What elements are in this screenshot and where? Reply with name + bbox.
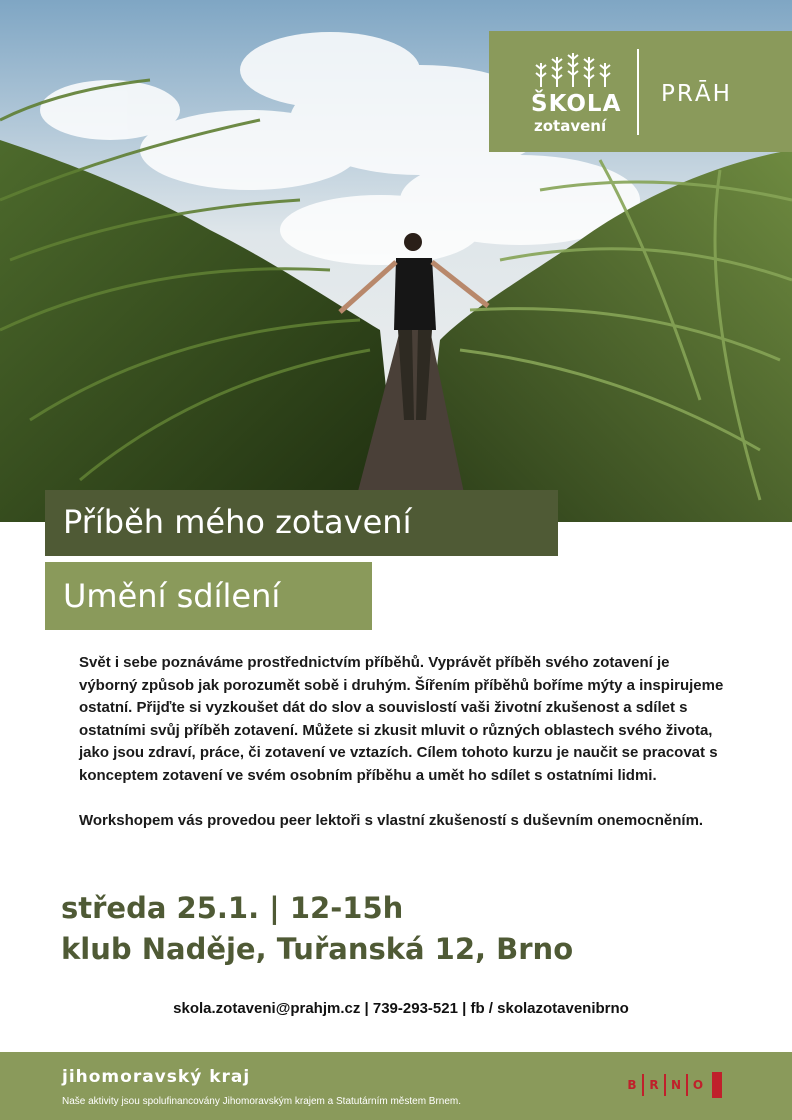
brno-logo <box>622 1072 722 1098</box>
subtitle: Umění sdílení <box>63 577 281 615</box>
description-paragraph-1: Svět i sebe poznáváme prostřednictvím příběhů. Vyprávět příběh svého zotavení je výborný způsob jak porozumět sobě i druhým. Šířením příběhů boříme mýty a inspirujeme ostatní. Přijďte si vyzkoušet dát do slov a souvislostí vaši životní zkušenost a sdílet s ostatními svůj příběh zotavení. Můžete si zkusit mluvit o různých oblastech svého života, jako jsou zdraví, práce, či zotavení ve vztazích. Cílem tohoto kurzu je naučit se pracovat s konceptem zotavení ve svém osobním příběhu a umět ho sdílet s ostatními lidmi. <box>79 654 724 784</box>
wheat-sprigs-icon <box>533 49 613 89</box>
logo-divider <box>637 49 639 135</box>
brno-letter-o: O <box>692 1078 704 1092</box>
main-title: Příběh mého zotavení <box>63 503 412 541</box>
event-date-time: středa 25.1. | 12-15h <box>61 891 404 925</box>
brno-block <box>712 1072 722 1098</box>
logo-box <box>489 31 792 152</box>
funding-note: Naše aktivity jsou spolufinancovány Jihomoravským krajem a Statutárním městem Brnem. <box>62 1096 462 1107</box>
brno-letter-r: R <box>649 1078 659 1092</box>
description-paragraph-2: Workshopem vás provedou peer lektoři s vlastní zkušeností s duševním onemocněním. <box>79 812 704 829</box>
main-title-bar <box>45 490 558 556</box>
contact-line: skola.zotaveni@prahjm.cz | 739-293-521 | fb / skolazotavenibrno <box>173 1000 629 1017</box>
subtitle-bar <box>45 562 372 630</box>
partner-logo-prah: PRĀH <box>661 81 732 107</box>
logo-skola-text: ŠKOLA <box>531 91 622 117</box>
footer <box>0 1052 792 1120</box>
brno-letter-b: B <box>627 1078 637 1092</box>
logo-zotaveni-text: zotavení <box>534 117 607 135</box>
brno-letter-n: N <box>670 1078 682 1092</box>
jihomoravsky-kraj-logo: jihomoravský kraj <box>62 1067 251 1087</box>
event-place: klub Naděje, Tuřanská 12, Brno <box>61 932 574 966</box>
description <box>79 652 729 833</box>
